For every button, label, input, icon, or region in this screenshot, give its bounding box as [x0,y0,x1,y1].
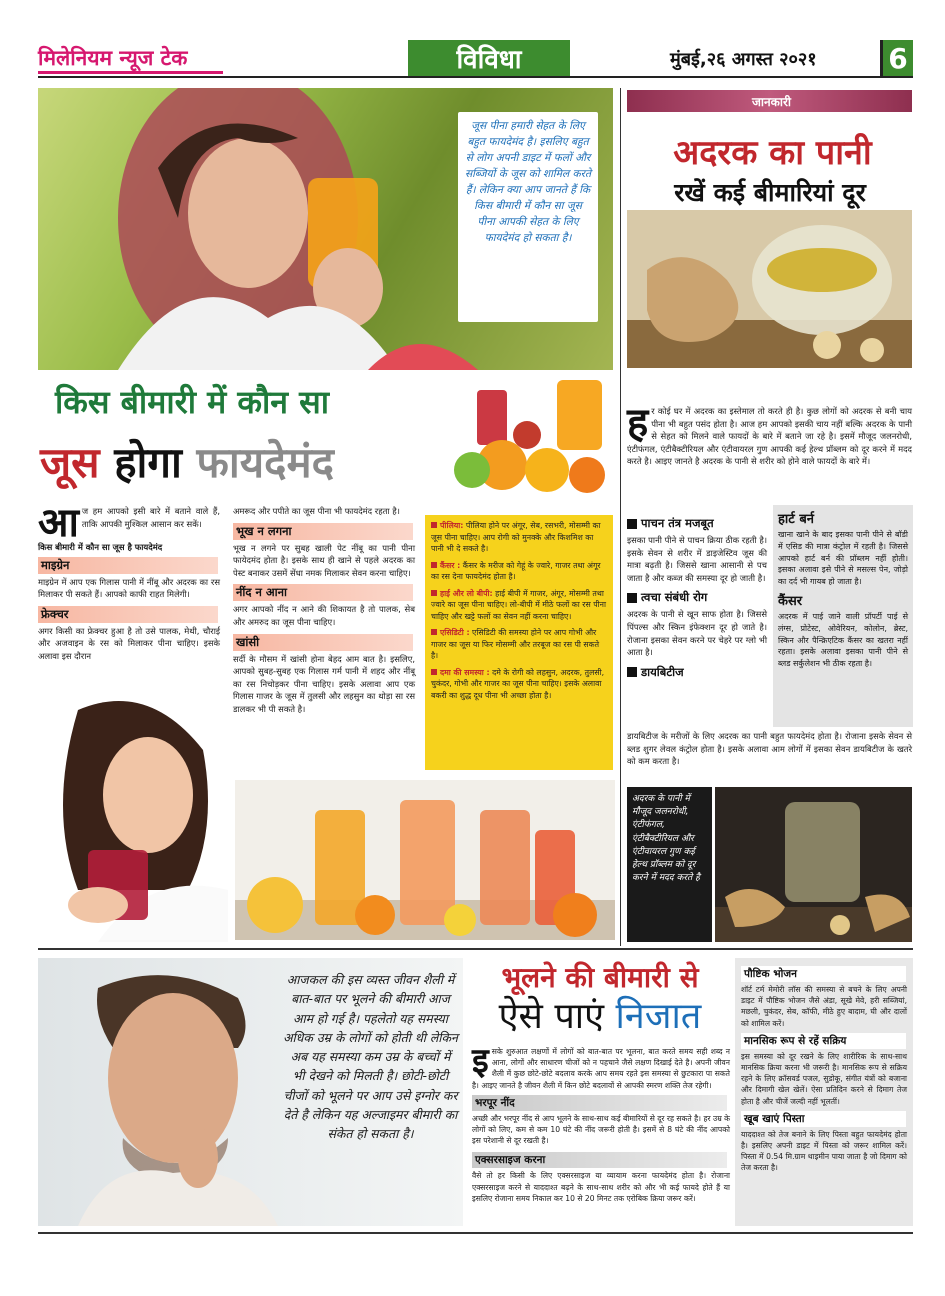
memory-headline-red: भूलने की बीमारी से [501,961,699,994]
yellow-box-item [431,560,607,583]
subhead-heartburn: हार्ट बर्न [778,512,814,527]
juice-column-1 [38,499,220,665]
ginger-glass-illustration [715,787,912,942]
memory-quote: आजकल की इस व्यस्त जीवन शैली में बात-बात पर भूलने की बीमारी आज आम हो गई है। पहलेतो यह समस्या अधिक उम्र के लोगों को होती थी लेकिन अब यह समस्या कम उम्र के बच्चों में भी देखने को मिलती है। छोटी-छोटी चीजों को भूलने पर आप उसे इग्नोर कर देते है लेकिन यह अल्जाइमर बीमारी का संकेत हो सकता है। [283,972,458,1142]
yellow-box-text: एसिडिटी की समस्या होने पर आप गोभी और गाजर का जूस या फिर मोसम्मी और तरबूज का रस पी सकते है। [431,628,600,660]
juice-glasses-photo [235,780,615,940]
text-pista: याददाश्त को तेज बनाने के लिए पिस्ता बहुत फायदेमंद होता है। इसलिए अपनी डाइट में पिस्ता को जरूर शामिल करें। पिस्ता में 0.54 मि.ग्राम थाइमीन पाया जाता है जो दिमाग को तेज करता है। [741,1129,907,1173]
subhead-sleep: नींद न आना [233,584,413,601]
subhead-pista: खूब खाएं पिस्ता [741,1111,906,1127]
subhead-full-sleep: भरपूर नींद [472,1095,727,1111]
bullet-square-icon [627,519,637,529]
girl-holding-juice-photo [38,690,228,942]
woman-drinking-juice-photo [38,88,613,370]
subhead-digestion [627,515,720,532]
juice-glasses-illustration [235,780,615,940]
yellow-box-label: एसिडिटी : [440,628,470,637]
girl-holding-juice-illustration [38,690,228,942]
juice-column-2 [233,505,415,718]
dateline: मुंबई,२६ अगस्त २०२१ [670,49,817,70]
text-skin: अदरक के पानी से खून साफ होता है। जिससे पिंपल्स और स्किन इंफेक्शन दूर हो जाते है। रोजाना इसका सेवन करने पर चेहरे पर ग्लो भी आता है। [627,609,767,658]
subhead-exercise: एक्सरसाइज करना [472,1152,727,1168]
yellow-box-label: कैंसर : [440,560,461,570]
header-bar [38,40,913,78]
text-cough: सर्दी के मौसम में खांसी होना बेहद आम बात है। इसलिए, आपको सुबह-सुबह एक गिलास गर्म पानी में शहद और नींबू का रस निचोड़कर पीना चाहिए। इसके अलावा आप एक गिलास गाजर के जूस में तुलसी और लहसुन का थोड़ा सा रस डालकर भी पी सकते है। [233,653,415,714]
text-migraine: माइग्रेन में आप एक गिलास पानी में नींबू और अदरक का रस मिलाकर पी सकते हैं। आपको काफी राहत मिलेगी। [38,576,220,600]
subhead-fracture: फ्रेक्चर [38,606,218,623]
subhead-nutrition: पौष्टिक भोजन [741,966,906,982]
ginger-tea-photo [627,210,912,368]
bottom-rule [38,1232,913,1234]
dropcap-i: इ [472,1041,489,1081]
subhead-cancer: कैंसर [778,593,803,609]
headline-word-faydemand: फायदेमंद [196,438,334,487]
memory-lead-text: सके शुरुआत लक्षणों में लोगों को बात-बात पर भूलना, बात करते समय सही शब्द न आना, लोगों और साधारण चीजों को न पहचाने जैसे लक्षण दिखाई देते है। अपनी जीवन शैली में कुछ छोटे-छोटे बदलाव करके आप समय रहते इस समस्या से छुटकारा पा सकते है। आइए जानते है जीवन शैली में किन छोटे बदलावों से आपकी स्मरण शक्ति तेज रहेगी। [472,1047,730,1090]
memory-main-column [472,1041,730,1206]
bullet-square-icon [431,629,437,635]
text-full-sleep: अच्छी और भरपूर नींद से आप भूलने के साथ-साथ कई बीमारियों से दूर रह सकते है। हर उम्र के लोगों को लिए, कम से कम 10 घंटे की नींद जरूरी होती है। इसमें से 8 घंटे की नींद आपको इस परेशानी से दूर रखती है। [472,1113,730,1146]
section-label [408,40,570,76]
memory-headline-line2 [470,990,730,1039]
yellow-box-list [431,520,607,701]
juice-headline-line1: किस बीमारी में कौन सा [55,383,330,421]
headline-aise-paayen: ऐसे पाएं [498,996,605,1037]
subhead-appetite: भूख न लगना [233,523,413,540]
ginger-col-left [627,512,767,683]
text-exercise: वैसे तो हर किसी के लिए एक्सरसाइज या व्यायाम करना फायदेमंद होता है। रोजाना एक्सरसाइज करने से याददाश्त बढ़ने के साथ-साथ शरीर को और भी कई फायदे होते हैं या इसलिए रोजाना समय निकाल कर 10 से 20 मिनट तक एरोबिक क्रिया जरूर करें। [472,1171,730,1203]
bullet-square-icon [431,669,437,675]
yellow-box-text: कैंसर के मरीज को गेहूं के ज्वारे, गाजर तथा अंगूर का रस देना फायदेमंद होता है। [431,560,601,581]
memory-lead-para [472,1041,730,1091]
yellow-box-label: दमा की समस्या : [440,667,490,677]
ginger-tea-illustration [627,210,912,368]
bullet-square-icon [627,593,637,603]
juice-yellow-box [425,515,613,770]
ginger-caption: अदरक के पानी में मौजूद जलनरोधी, एंटीफंगल, एंटीबैक्टीरियल और एंटीवायरल गुण कई हेल्थ प्रॉब्लम को दूर करने में मदद करते है [632,794,700,884]
subhead-diabetes-text: डायबिटीज [641,664,684,679]
text-fracture: अगर किसी का फ्रेक्चर हुआ है तो उसे पालक, मेथी, चौराई और अजवाइन के रस को मिलाकर पीना चाहिए। इसके अलावा इस दौरान [38,625,220,661]
subhead-skin-text: त्वचा संबंधी रोग [641,590,708,605]
page-number [880,40,913,76]
yellow-box-text: दमे के रोगी को लहसुन, अदरक, तुलसी, चुकंदर, गोभी और गाजर का जूस पीना चाहिए। इसके अलावा बकरी का शुद्ध दूध पीना भी अच्छा होता है। [431,667,605,700]
juice-lead-bold: किस बीमारी में कौन सा जूस है फायदेमंद [38,542,163,552]
yellow-box-item [431,627,607,662]
ginger-headline-red: अदरक का पानी [673,133,872,173]
juice-lead-text: ज हम आपको इसी बारे में बताने वाले हैं, ताकि आपकी मुश्किल आसान कर सकें। [81,506,220,529]
yellow-box-text: पीलिया होने पर अंगूर, सेब, रसभरी, मोसम्मी का जूस पीना चाहिए। आप रोगी को मुनक्के और किशमिश का पानी भी दे सकते है। [431,521,601,553]
text-mental: इस समस्या को दूर रखने के लिए शारीरिक के साथ-साथ मानसिक क्रिया करना भी जरूरी है। मानसिक रूप से सक्रिय रहने के लिए क्रॉसवर्ड पजल, सुडोकू, संगीत यंत्रों को बजाना और दिमागी खेल खेलें। ऐसा प्रतिदिन करने से दिमाग तेज होता है और चीजें जल्दी नहीं भूलतीं। [741,1051,907,1106]
subhead-diabetes [627,664,690,681]
ginger-lead [627,399,912,468]
dropcap-ha: ह [627,399,649,446]
yellow-box-text: हाई बीपी में गाजर, अंगूर, मोसम्मी तथा ज्वारे का जूस पीना चाहिए। लो-बीपी में मीठे फलों का रस पीना चाहिए और खट्टे फलों का सेवन नहीं करना चाहिए। [431,588,607,621]
fruit-juice-glasses-photo [447,375,617,500]
subhead-skin [627,589,713,606]
ginger-lead-para [627,399,912,468]
text-digestion: इसका पानी पीने से पाचन क्रिया ठीक रहती है। इसके सेवन से शरीर में डाइजेस्टिव जूस की मात्रा बढ़ती है। जिससे खाना आसानी से पच जाता है और कब्ज की समस्या दूर हो जाती है। [627,535,767,583]
ginger-kicker-text: जानकारी [752,95,792,109]
bullet-square-icon [627,667,637,677]
ginger-kicker [627,90,912,112]
text-appetite: भूख न लगने पर सुबह खाली पेट नींबू का पानी पीना फायेदमंद होता है। इसके साथ ही खाने से पहले अदरक का पेस्ट बनाकर उसमें सेंधा नमक मिलाकर सेवन करना चाहिए। [233,542,415,578]
yellow-box-label: पीलिया: [440,521,464,530]
yellow-box-item [431,520,607,555]
bullet-square-icon [431,562,437,568]
bullet-square-icon [431,590,437,596]
text-cancer: अदरक में पाई जाने वाली प्रॉपर्टी पाई से लंग्स, प्रोटेस्ट, ओवेरियन, कोलोन, ब्रेस्ट, स्किन और पैन्क्रिएटिक कैंसर का खतरा नहीं रहता। इसके अलावा इसका पानी पीने से ब्लड सर्कुलेशन भी ठीक रहता है। [778,611,908,669]
subhead-mental: मानसिक रूप से रहें सक्रिय [741,1033,906,1049]
column-divider [620,88,621,946]
dropcap-aa: आ [38,499,79,546]
juice-intro-text: जूस पीना हमारी सेहत के लिए बहुत फायदेमंद है। इसलिए बहुत से लोग अपनी डाइट में फलों और सब्जियों के जूस को शामिल करते हैं। लेकिन क्या आप जानते हैं कि किस बीमारी में कौन सा जूस पीना आपकी सेहत के लिए फायदेमंद हो सकता है। [464,120,592,244]
memory-side-box [735,958,913,1226]
ginger-glass-photo [715,787,912,942]
text-nutrition: शॉर्ट टर्म मेमोरी लॉस की समस्या से बचने के लिए अपनी डाइट में पौष्टिक भोजन जैसे अंडा, सूखे मेवे, हरी सब्जियां, मछली, चुकंदर, सेब, कॉफी, मीठे हुए बादाम, घी और दालों को शामिल करें। [741,985,907,1028]
subhead-digestion-text: पाचन तंत्र मजबूत [641,516,714,530]
juice-lead-para [38,499,220,546]
headline-nijaat: निजात [615,996,702,1037]
masthead: मिलेनियम न्यूज टेक [38,46,188,70]
juice-intro-box [458,112,598,322]
section-title: विविधा [456,45,522,75]
fruit-juice-illustration [447,375,617,500]
subhead-cough: खांसी [233,634,413,651]
ginger-caption-box [627,787,712,942]
headline-word-juice: जूस [40,438,100,487]
thinking-man-photo [38,958,463,1226]
text-heartburn: खाना खाने के बाद इसका पानी पीने से बॉडी में एसिड की मात्रा कंट्रोल में रहती है। जिससे आपको हार्ट बर्न की प्रॉब्लम नहीं होती। इसका अलावा इसे पीने से मसल्स पेन, जोड़ो का दर्द भी गायब हो जाता है। [778,530,908,587]
text-sleep: अगर आपको नींद न आने की शिकायत है तो पालक, सेब और अमरुद का जूस पीना चाहिए। [233,604,415,627]
headline-word-hoga: होगा [114,438,182,487]
yellow-box-item [431,667,607,702]
ginger-headline-black: रखें कई बीमारियां दूर [674,178,866,207]
subhead-migraine: माइग्रेन [38,557,218,574]
ginger-grey-box [773,505,913,727]
masthead-underline [38,71,223,74]
bullet-square-icon [431,522,437,528]
yellow-box-item [431,588,607,623]
section-divider [38,948,913,950]
juice-headline-line2 [40,433,460,490]
yellow-box-label: हाई और लो बीपी: [440,588,493,598]
ginger-lead-text: र कोई घर में अदरक का इस्तेमाल तो करते ही है। कुछ लोगों को अदरक से बनी चाय पीना भी बहुत पसंद होता है। आज हम आपको इसकी चाय नहीं बल्कि अदरक के पानी से सेहत को मिलने वाले फायदों के बारे में बताने जा रहे है। इसमें मौजूद जलनरोधी, एंटीफंगल, एंटीबैक्टीरियल और एंटीवायरल गुण आपकी कई हेल्थ प्रॉब्लम को दूर करने में मदद करते है। आइए जानते है अदरक के पानी से शरीर को होने वाले फायदों के बारे में। [627,406,912,467]
text-diabetes: डायबिटीज के मरीजों के लिए अदरक का पानी बहुत फायदेमंद होता है। रोजाना इसके सेवन से ब्लड शुगर लेवल कंट्रोल होता है। इसके अलावा आम लोगों में इसका सेवन डायबिटीज के खतरे को कम करता है। [627,731,912,767]
page-number-text: 6 [888,41,908,75]
text-col2-cont: अमरूद और पपीते का जूस पीना भी फायदेमंद रहता है। [233,506,400,516]
